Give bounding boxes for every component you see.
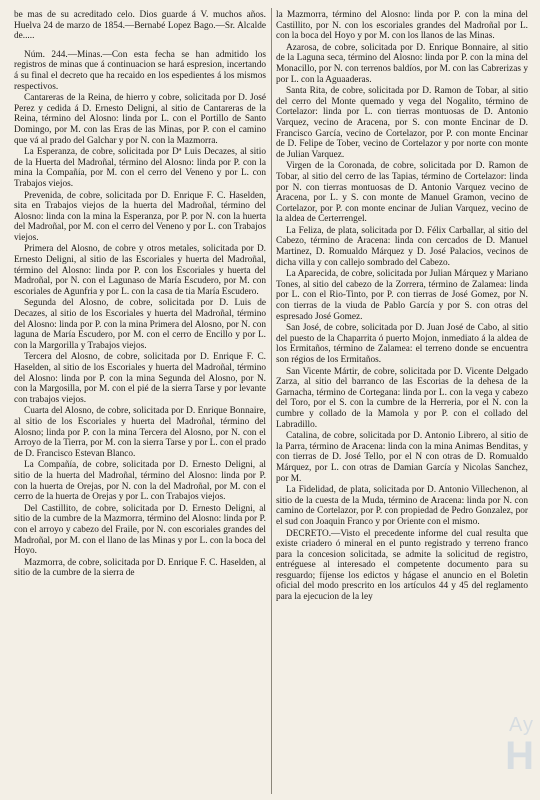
right-column <box>276 10 528 794</box>
paragraph: be mas de su acreditado celo. Dios guarde á V. muchos años. Huelva 24 de marzo de 1854.—Bernabé Lopez Bago.—Sr. Alcalde de..... <box>14 10 266 42</box>
paragraph: Mazmorra, de cobre, solicitada por D. Enrique F. C. Haselden, al sitio de la cumbre de la sierra de <box>14 557 266 579</box>
paragraph: Primera del Alosno, de cobre y otros metales, solicitada por D. Ernesto Deligni, al sitio de las Escoriales y huerta del Madroñal, término del Alosno: linda por P. con los Escoriales y huerta del Madroñal, por N. con el Lagunaso de María Escudero, por M. con escoriales de Agunfria y por L. con la casa de tia María Escudero. <box>14 244 266 297</box>
paragraph: Azarosa, de cobre, solicitada por D. Enrique Bonnaire, al sitio de la Laguna seca, término del Alosno: linda por P. con la mina del Monacillo, por N. con terrenos baldíos, por M. con las Cabrerizas y por L. con la Aguaaderas. <box>276 42 528 85</box>
column-divider <box>271 8 272 794</box>
paragraph: Segunda del Alosno, de cobre, solicitada por D. Luis de Decazes, al sitio de los Escoriales y huerta del Madroñal, término del Alosno: linda por P. con la mina Primera del Alosno, por N. con laguna de María Escudero, por M. con el cerro de Encillo y por L. con la Margorilla y Trabajos viejos. <box>14 298 266 351</box>
paragraph: Núm. 244.—Minas.—Con esta fecha se han admitido los registros de minas que á continuacion se hará espresion, incertando á su final el decreto que ha recaido en los espedientes á los mismos respectivos. <box>14 49 266 92</box>
paragraph: Cuarta del Alosno, de cobre, solicitada por D. Enrique Bonnaire, al sitio de los Escoriales y huerta del Madroñal, término del Alosno; linda por P. con la mina Tercera del Alosno, por N. con el Arroyo de la Tierra, por M. con la sierra Tarse y por L. con el prado de D. Francisco Estevan Blanco. <box>14 406 266 459</box>
left-column <box>14 10 266 794</box>
paragraph: Del Castillito, de cobre, solicitada por D. Ernesto Deligni, al sitio de la cumbre de la Mazmorra, término del Alosno: linda por P. con el arroyo y cabezo del Fraile, por N. con escoriales grandes del Madroñal, por M. con el llano de las Minas y por L. con la boca del Hoyo. <box>14 503 266 557</box>
paragraph: La Aparecida, de cobre, solicitada por Julian Márquez y Mariano Tones, al sitio del cabezo de la Zorrera, término de Zalamea: linda por L. con el Rio-Tinto, por P. con tierras de José Gomez, por N. con tierras de la viuda de Pablo García y por S. con otras del espresado José Gomez. <box>276 269 528 322</box>
paragraph: Santa Rita, de cobre, solicitada por D. Ramon de Tobar, al sitio del cerro del Monte quemado y vega del Nogalito, término de Cortelazor: linda por L. con tierras montuosas de D. Antonio Varquez, vecino de Aracena, por S. con monte Encinar de D. Francisco García, vecino de Cortelazor, por P. con monte Encinar de D. Felipe de Tober, vecino de Cortelazor y por norte con monte de Julian Varquez. <box>276 86 528 160</box>
paragraph: Prevenida, de cobre, solicitada por D. Enrique F. C. Haselden, sita en Trabajos viejos de la huerta del Madroñal, término del Alosno: linda con la mina la Esperanza, por P. por N. con la huerta del Madroñal, por M. con el cerro del Veneno y por L. con Trabajos viejos. <box>14 190 266 243</box>
paragraph: San José, de cobre, solicitada por D. Juan José de Cabo, al sitio del puesto de la Chaparrita ó puerto Mojon, inmediato á la aldea de los Ermitaños, término de Zalamea: el terreno donde se encuentra son régios de los Ermitaños. <box>276 323 528 365</box>
paragraph: Virgen de la Coronada, de cobre, solicitada por D. Ramon de Tobar, al sitio del cerro de las Tapias, término de Cortelazor: linda por N. con tierras montuosas de D. Antonio Varquez vecino de Aracena, por L. y S. con monte de Manuel Gramon, vecino de Cortelazor, por P. con monte encinar de Julian Varquez, vecino de la aldea de Certerrengel. <box>276 161 528 225</box>
paragraph: DECRETO.—Visto el precedente informe del cual resulta que existe criadero ó mineral en el punto registrado y terreno franco para la concesion solicitada, se admite la solicitud de registro, entréguese al interesado el competente documento para su resguardo; fíjense los edictos y hágase el anuncio en el Boletin oficial del modo prescrito en los artículos 44 y 45 del reglamento para la ejecucion de la ley <box>276 528 528 603</box>
paragraph: Tercera del Alosno, de cobre, solicitada por D. Enrique F. C. Haselden, al sitio de los Escoriales y huerta del Madroñal, término del Alosno: linda por P. con la mina Segunda del Alosno, por N. con la Margosilla, por M. con el pié de la sierra Tarse y por levante con trabajos viejos. <box>14 352 266 405</box>
paragraph: Cantareras de la Reina, de hierro y cobre, solicitada por D. José Perez y cedida á D. Ernesto Deligni, al sitio de Cantareras de la Reina, término del Alosno: linda por L. con el Portillo de Santo Domingo, por M. con las Eras de las Minas, por P. con el camino que vá al prado del Galchar y por N. con la Mazmorra. <box>14 93 266 146</box>
paragraph: La Compañía, de cobre, solicitada por D. Ernesto Deligni, al sitio de la huerta del Madroñal, término del Alosno: linda por P. con la huerta de Orejas, por N. con la del Madroñal, por M. con el cerro de la huerta de Orejas y por L. con Trabajos viejos. <box>14 460 266 503</box>
paragraph: La Esperanza, de cobre, solicitada por Dª Luis Decazes, al sitio de la Huerta del Madroñal, término del Alosno: linda por P. con la mina la Compañía, por M. con el cerro del Veneno y por L. con Trabajos viejos. <box>14 147 266 189</box>
paragraph: La Feliza, de plata, solicitada por D. Félix Carballar, al sitio del Cabezo, término de Aracena: linda con cercados de D. Manuel Martinez, D. Romualdo Márquez y D. José Palacios, vecinos de dicha villa y con callejo sombrado del Cabezo. <box>276 225 528 268</box>
watermark-line: H <box>505 734 534 778</box>
paragraph: Catalina, de cobre, solicitada por D. Antonio Librero, al sitio de la Parra, término de Aracena: linda con la mina Animas Benditas, y con tierras de D. José Tello, por el N con otras de D. Romualdo Márquez, por L. con otras de Damian García y Nicolas Sanchez, por M. <box>276 431 528 484</box>
paragraph: San Vicente Mártir, de cobre, solicitada por D. Vicente Delgado Zarza, al sitio del barranco de las Escorias de la dehesa de la Garnacha, término de Cortegana: linda por L. con la vega y cabezo del Toro, por el S. con la cumbre de la Herreria, por el N. con la cumbre y collado de la Mamola y por P. con el collado del Labradillo. <box>276 366 528 430</box>
watermark-line: Ay <box>509 714 534 736</box>
paragraph: La Fidelidad, de plata, solicitada por D. Antonio Villechenon, al sitio de la cuesta de la Muda, término de Aracena: linda por N. con camino de Cortelazor, por P. con propiedad de Pedro Gonzalez, por el sud con Joaquin Franco y por Oriente con el mismo. <box>276 485 528 527</box>
paragraph: la Mazmorra, término del Alosno: linda por P. con la mina del Castillito, por N. con los escoriales grandes del Madroñal por L. con la boca del Hoyo y por M. con los llanos de las Minas. <box>276 10 528 42</box>
